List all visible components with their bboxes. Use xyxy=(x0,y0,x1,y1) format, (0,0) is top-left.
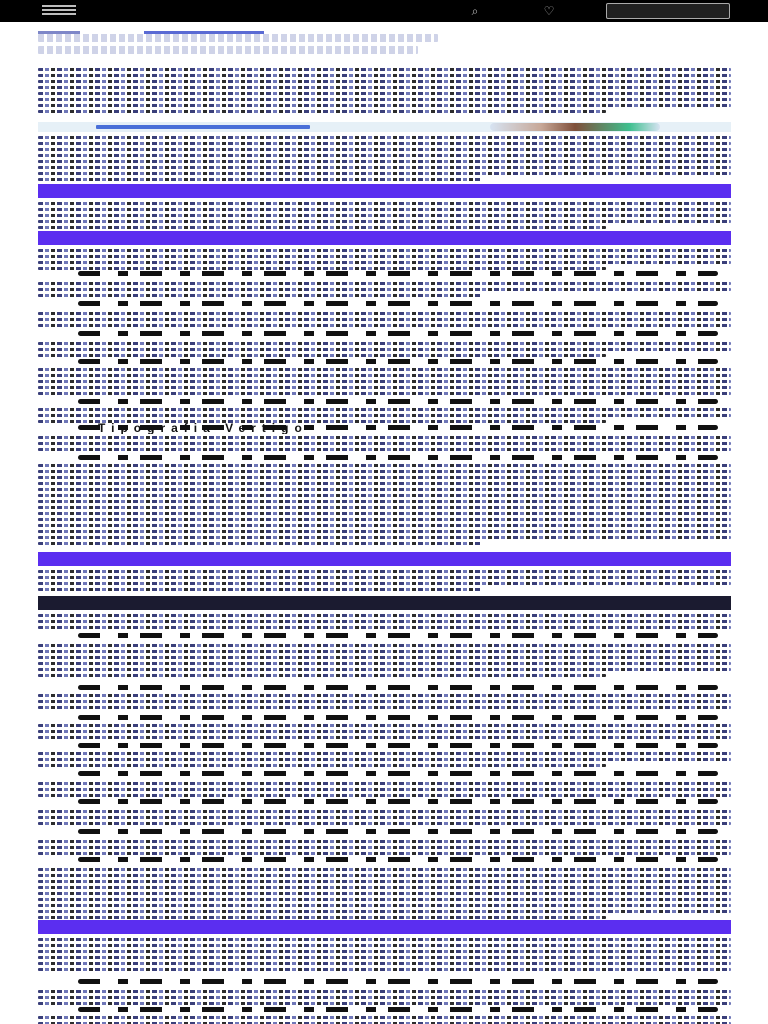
section-heading xyxy=(38,268,731,280)
section-heading-text xyxy=(98,298,731,310)
section-heading xyxy=(38,452,731,464)
page-title xyxy=(38,34,438,58)
section-heading xyxy=(38,796,731,808)
section-heading xyxy=(38,356,731,368)
paragraph xyxy=(38,570,731,594)
banner-label xyxy=(38,231,731,245)
banner-label xyxy=(38,184,731,198)
section-heading-text xyxy=(98,712,731,724)
paragraph xyxy=(38,694,731,712)
byline xyxy=(38,24,418,34)
paragraph xyxy=(38,868,731,922)
section-heading-text: Tipografia Vertigo xyxy=(98,422,308,434)
section-heading xyxy=(38,854,731,866)
section-heading-text xyxy=(98,268,731,280)
section-heading xyxy=(38,1004,731,1016)
section-heading-text xyxy=(98,356,731,368)
media-link[interactable] xyxy=(96,125,310,129)
section-heading-text xyxy=(98,826,731,838)
section-heading-text xyxy=(98,630,731,642)
section-banner[interactable] xyxy=(38,231,731,245)
section-heading-text xyxy=(98,396,731,408)
section-heading xyxy=(38,396,731,408)
menu-icon[interactable] xyxy=(42,5,76,16)
section-heading-text xyxy=(98,740,731,752)
section-heading xyxy=(38,298,731,310)
banner-label xyxy=(38,920,731,934)
section-heading xyxy=(38,712,731,724)
media-row xyxy=(38,122,731,132)
section-heading-text xyxy=(98,452,731,464)
section-heading xyxy=(38,630,731,642)
paragraph xyxy=(38,202,731,232)
article-content xyxy=(38,22,731,1024)
section-heading xyxy=(38,328,731,340)
section-banner[interactable] xyxy=(38,552,731,566)
heart-icon[interactable]: ♡ xyxy=(543,4,555,18)
paragraph xyxy=(38,644,731,680)
section-heading xyxy=(38,826,731,838)
top-bar xyxy=(0,0,768,22)
section-heading-text xyxy=(98,682,731,694)
header-action-button[interactable] xyxy=(606,3,730,19)
paragraph xyxy=(38,938,731,974)
banner-label xyxy=(38,596,731,610)
section-heading xyxy=(38,422,731,434)
paragraph xyxy=(38,136,731,184)
section-heading-text xyxy=(98,328,731,340)
section-heading-text xyxy=(98,854,731,866)
search-icon[interactable]: ⌕ xyxy=(471,4,479,18)
paragraph xyxy=(38,464,731,548)
section-heading xyxy=(38,740,731,752)
section-banner[interactable] xyxy=(38,596,731,610)
section-heading xyxy=(38,976,731,988)
section-banner[interactable] xyxy=(38,920,731,934)
paragraph xyxy=(38,1016,731,1024)
paragraph xyxy=(38,68,731,116)
banner-label xyxy=(38,552,731,566)
section-heading-text xyxy=(98,768,731,780)
section-banner[interactable] xyxy=(38,184,731,198)
section-heading xyxy=(38,768,731,780)
section-heading-text xyxy=(98,796,731,808)
section-heading xyxy=(38,682,731,694)
paragraph xyxy=(38,368,731,398)
site-logo[interactable] xyxy=(104,2,264,20)
media-thumbnail[interactable] xyxy=(490,123,660,131)
